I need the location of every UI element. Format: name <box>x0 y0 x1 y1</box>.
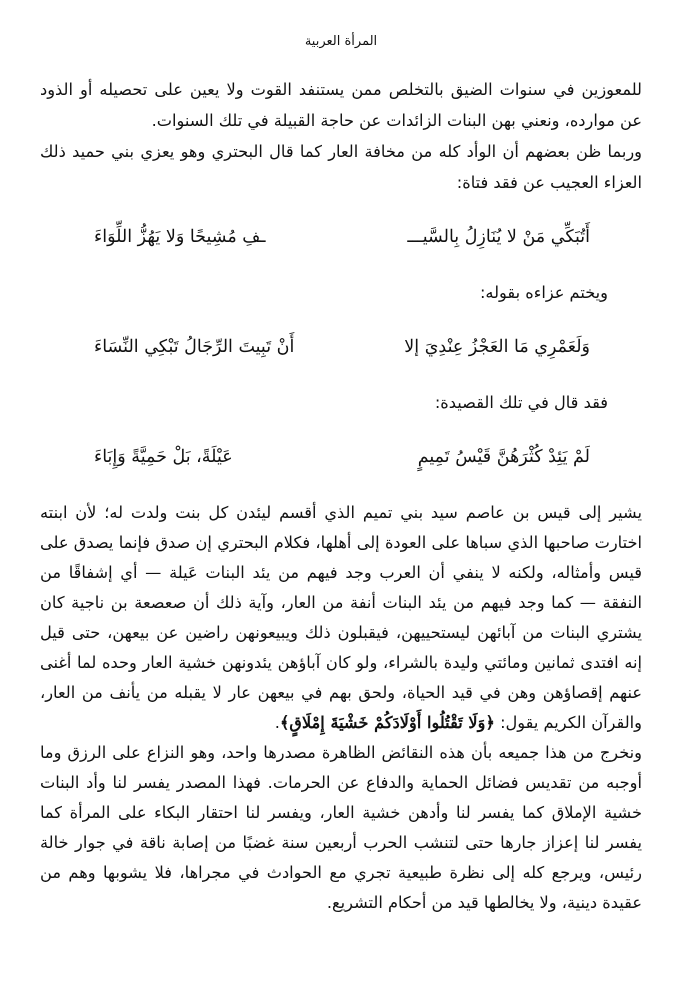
verse-2 <box>94 332 590 362</box>
verse-1 <box>94 222 590 252</box>
verse-intro-3: فقد قال في تلك القصيدة: <box>434 393 608 412</box>
verse-3-first-hemistich: لَمْ يَئِدْ كُثْرَهُنَّ قَيْسُ تَمِيمٍ <box>417 447 590 467</box>
verse-1-first-hemistich: أَتُبَكِّي مَنْ لا يُنَازِلُ بِالسَّيـــ <box>407 227 590 247</box>
quran-verse: ﴿وَلَا تَقْتُلُوا أَوْلَادَكُمْ خَشْيَةَ إِمْلَاقٍ﴾ <box>279 713 495 732</box>
paragraph-3 <box>40 498 642 738</box>
verse-2-first-hemistich: وَلَعَمْرِي مَا العَجْزُ عِنْدِيَ إلا <box>404 337 590 357</box>
paragraph-1: للمعوزين في سنوات الضيق بالتخلص ممن يستنفد القوت ولا يعين على تحصيله أو الذود عن موارده، ونعني بهن البنات الزائدات عن حاجة القبيلة في تلك السنوات. <box>40 80 642 130</box>
verse-2-second-hemistich: أَنْ تَبِيتَ الرِّجَالُ تَبْكِي النِّسَاءَ <box>94 337 295 357</box>
paragraph-3-end: . <box>274 713 280 732</box>
verse-3 <box>94 442 590 472</box>
paragraph-2: وربما ظن بعضهم أن الوأد كله من مخافة العار كما قال البحتري وهو يعزي بني حميد ذلك العزاء العجيب عن فقد فتاة: <box>40 142 642 192</box>
paragraph-3-text: يشير إلى قيس بن عاصم سيد بني تميم الذي أقسم ليئدن كل بنت ولدت له؛ لأن ابنته اختارت صاحبها الذي سباها على العودة إلى أهلها، فكلام البحتري إن صدق فإنما يصدق على قيس وأمثاله، ولكنه لا ينفي أن العرب وجد فيهم من يئد البنات عَيلة — أي إشفاقًا من النفقة — كما وجد فيهم من يئد البنات أنفة من العار، وآية ذلك أن صعصعة بن ناجية كان يشتري البنات من آبائهن ليستحييهن، فيقبلون ذلك ويبيعونهن راضين عن بيعهن، حتى قيل إنه افتدى ثمانين ومائتي وليدة بالشراء، ولو كان آباؤهن يئدونهن خشية العار وحده لما أغنى عنهم إقصاؤهن وهن في قيد الحياة، ولحق بهم في بيعهن عار لا يقبله من يأنف من العار، والقرآن الكريم يقول: <box>40 503 642 732</box>
paragraph-4: ونخرج من هذا جميعه بأن هذه النقائض الظاهرة مصدرها واحد، وهو النزاع على الرزق وما أوجبه من تقديس فضائل الحماية والدفاع عن الحرمات. فهذا المصدر يفسر لنا وأد البنات خشية الإملاق كما يفسر لنا وأدهن خشية العار، ويفسر لنا احتقار البكاء على المرأة كما يفسر لنا إعزاز جارها حتى لتنشب الحرب أربعين سنة غضبًا من إصابة ناقة في جوار خالة رئيس، ويرجع كله إلى نظرة طبيعية تجري مع الحوادث في مجراها، فلا يشوبها وهم من عقيدة دينية، ولا يخالطها قيد من أحكام التشريع. <box>40 743 642 912</box>
running-title: المرأة العربية <box>304 34 378 49</box>
verse-3-second-hemistich: عَيْلَةً، بَلْ حَمِيَّةً وَإِبَاءَ <box>94 447 233 467</box>
verse-1-second-hemistich: ـفِ مُشِيحًا وَلا يَهُزُّ اللِّوَاءَ <box>94 227 266 247</box>
verse-intro-2: ويختم عزاءه بقوله: <box>479 283 608 302</box>
